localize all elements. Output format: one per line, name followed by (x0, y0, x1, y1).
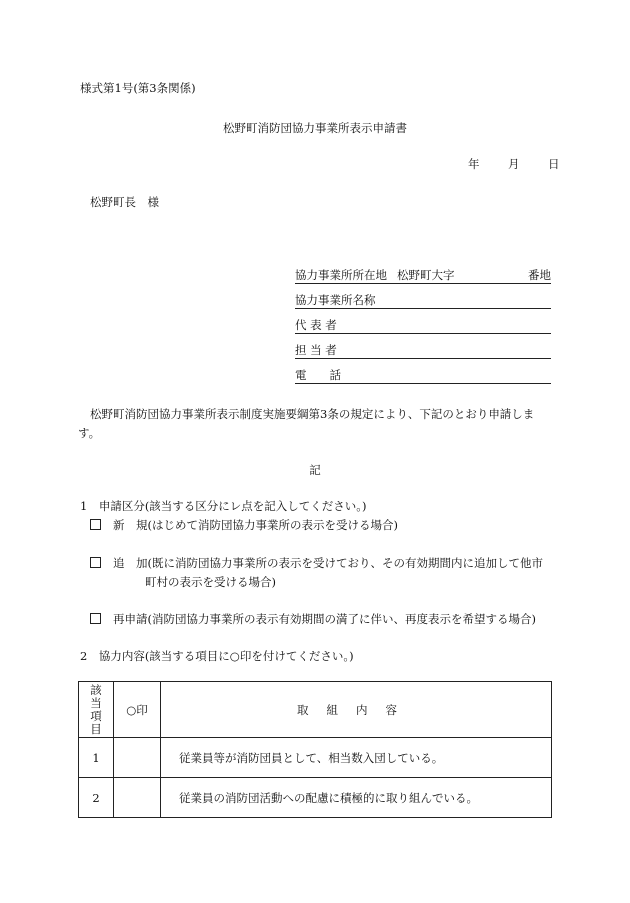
phone-label: 電 話 (295, 368, 341, 382)
checkbox-additional[interactable] (90, 557, 101, 568)
row-content: 従業員等が消防団員として、相当数入団している。 (161, 738, 552, 778)
option-new-label: 新 規(はじめて消防団協力事業所の表示を受ける場合) (113, 518, 398, 532)
company-name-field[interactable] (295, 292, 551, 309)
option-reapply-label: 再申請(消防団協力事業所の表示有効期間の満了に伴い、再度表示を希望する場合) (113, 612, 536, 626)
date-line (468, 156, 560, 172)
row-number: 2 (79, 778, 114, 818)
option-new[interactable] (90, 517, 398, 533)
header-item: 該 当 項 目 (79, 682, 114, 738)
date-day: 日 (548, 157, 560, 171)
date-year: 年 (468, 157, 480, 171)
address-value: 松野町大字 (397, 268, 455, 282)
option-additional-label: 追 加(既に消防団協力事業所の表示を受けており、その有効期間内に追加して他市 (113, 556, 543, 570)
form-number: 様式第1号(第3条関係) (80, 81, 196, 95)
header-content: 取組内容 (161, 682, 552, 738)
company-name-label: 協力事業所名称 (295, 293, 376, 307)
option-additional-label-cont: 町村の表示を受ける場合) (145, 575, 276, 589)
address-suffix: 番地 (528, 268, 551, 282)
cooperation-table (78, 681, 552, 818)
phone-field[interactable] (295, 367, 551, 384)
row-content: 従業員の消防団活動への配慮に積極的に取り組んでいる。 (161, 778, 552, 818)
date-month: 月 (508, 157, 520, 171)
addressee: 松野町長 様 (90, 195, 159, 209)
checkbox-reapply[interactable] (90, 613, 101, 624)
checkbox-new[interactable] (90, 519, 101, 530)
body-paragraph: 松野町消防団協力事業所表示制度実施要綱第3条の規定により、下記のとおり申請します。 (78, 407, 535, 440)
row-mark-cell[interactable] (114, 778, 161, 818)
header-mark: ○印 (114, 682, 161, 738)
address-label: 協力事業所所在地 (295, 268, 387, 282)
table-header-row (79, 682, 552, 738)
section1-heading: 1 申請区分(該当する区分にレ点を記入してください。) (80, 499, 367, 513)
row-number: 1 (79, 738, 114, 778)
contact-person-field[interactable] (295, 342, 551, 359)
table-row (79, 738, 552, 778)
row-mark-cell[interactable] (114, 738, 161, 778)
document-title: 松野町消防団協力事業所表示申請書 (223, 121, 407, 135)
representative-label: 代 表 者 (295, 318, 337, 332)
table-row (79, 778, 552, 818)
ki-heading: 記 (309, 463, 321, 477)
section2-heading: 2 協力内容(該当する項目に○印を付けてください。) (80, 649, 354, 663)
representative-field[interactable] (295, 317, 551, 334)
option-reapply[interactable] (90, 611, 536, 627)
contact-person-label: 担 当 者 (295, 343, 337, 357)
address-field[interactable] (295, 267, 551, 284)
option-additional[interactable] (90, 555, 543, 571)
